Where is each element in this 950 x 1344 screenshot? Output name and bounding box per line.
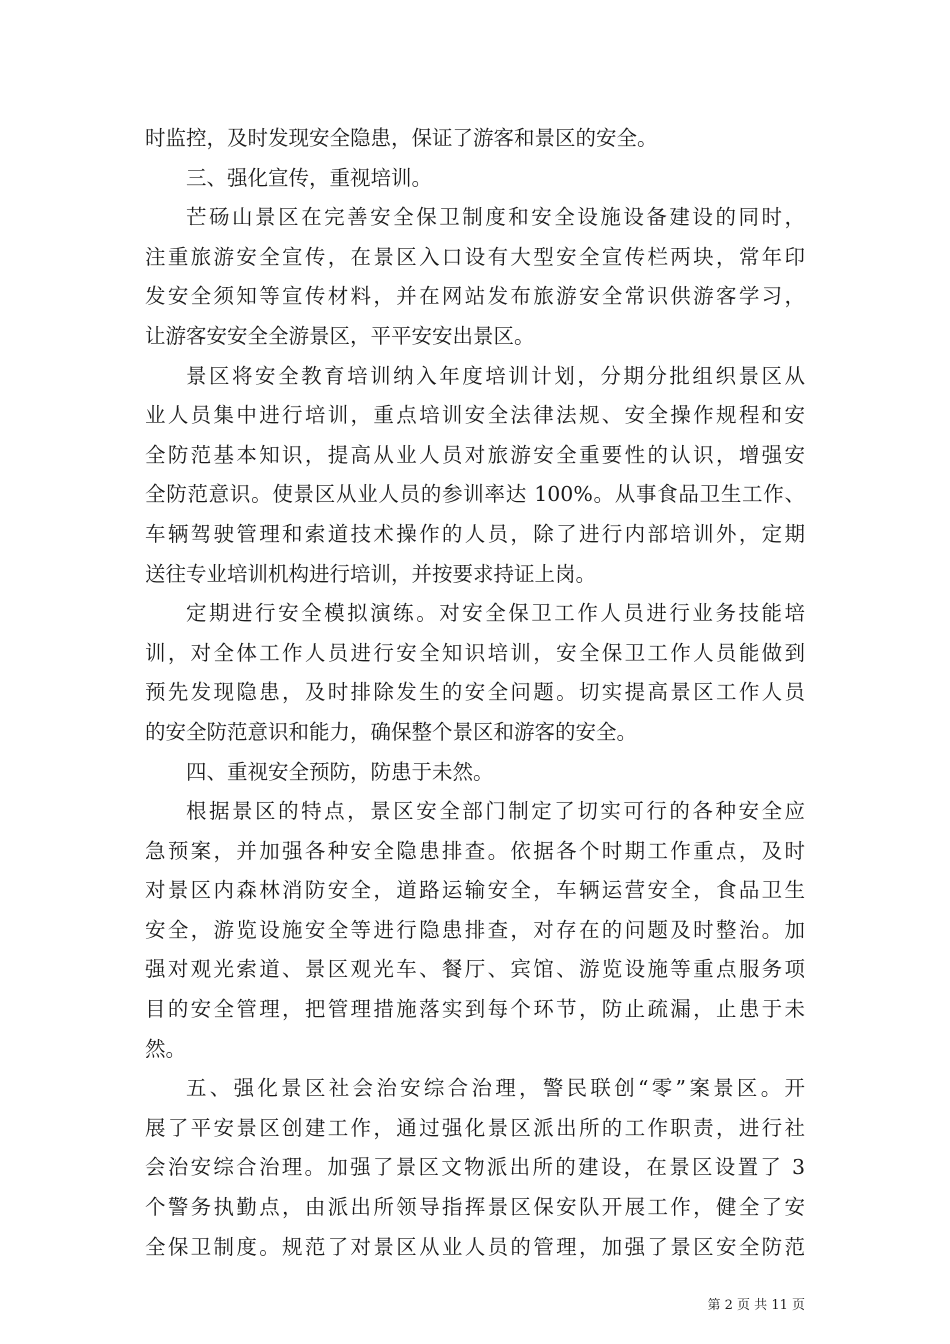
text-line: 全保卫制度。规范了对景区从业人员的管理，加强了景区安全防范 — [145, 1234, 805, 1259]
text-line: 定期进行安全模拟演练。对安全保卫工作人员进行业务技能培 — [186, 601, 805, 626]
text-line: 五、强化景区社会治安综合治理，警民联创“零”案景区。开 — [186, 1076, 805, 1101]
text-line: 业人员集中进行培训，重点培训安全法律法规、安全操作规程和安 — [145, 403, 805, 428]
text-line: 然。 — [145, 1036, 186, 1061]
text-line: 送往专业培训机构进行培训，并按要求持证上岗。 — [145, 561, 596, 586]
text-line: 对景区内森林消防安全，道路运输安全，车辆运营安全，食品卫生 — [145, 878, 805, 903]
text-line: 预先发现隐患，及时排除发生的安全问题。切实提高景区工作人员 — [145, 680, 805, 705]
text-line: 展了平安景区创建工作，通过强化景区派出所的工作职责，进行社 — [145, 1115, 805, 1140]
text-line: 景区将安全教育培训纳入年度培训计划，分期分批组织景区从 — [186, 363, 805, 388]
text-line: 时监控，及时发现安全隐患，保证了游客和景区的安全。 — [145, 126, 658, 150]
text-line: 全防范意识。使景区从业人员的参训率达 100%。从事食品卫生工作、 — [145, 482, 805, 507]
text-line: 强对观光索道、景区观光车、餐厅、宾馆、游览设施等重点服务项 — [145, 957, 805, 982]
text-line: 根据景区的特点，景区安全部门制定了切实可行的各种安全应 — [186, 799, 805, 824]
text-line: 发安全须知等宣传材料，并在网站发布旅游安全常识供游客学习， — [145, 284, 805, 309]
page-number-footer: 第 2 页 共 11 页 — [707, 1298, 805, 1313]
text-line: 会治安综合治理。加强了景区文物派出所的建设，在景区设置了 3 — [145, 1155, 805, 1180]
text-line: 训，对全体工作人员进行安全知识培训，安全保卫工作人员能做到 — [145, 640, 805, 665]
text-line: 全防范基本知识，提高从业人员对旅游安全重要性的认识，增强安 — [145, 442, 805, 467]
text-line: 让游客安安全全游景区，平平安安出景区。 — [145, 323, 535, 348]
text-line: 四、重视安全预防，防患于未然。 — [186, 759, 494, 784]
text-line: 车辆驾驶管理和索道技术操作的人员，除了进行内部培训外，定期 — [145, 521, 805, 546]
document-body — [145, 119, 805, 1267]
text-line: 个警务执勤点，由派出所领导指挥景区保安队开展工作，健全了安 — [145, 1195, 805, 1220]
text-line: 注重旅游安全宣传，在景区入口设有大型安全宣传栏两块，常年印 — [145, 244, 805, 269]
text-line: 急预案，并加强各种安全隐患排查。依据各个时期工作重点，及时 — [145, 838, 805, 863]
text-line: 的安全防范意识和能力，确保整个景区和游客的安全。 — [145, 719, 637, 744]
text-line: 芒砀山景区在完善安全保卫制度和安全设施设备建设的同时， — [186, 205, 805, 230]
text-line: 安全，游览设施安全等进行隐患排查，对存在的问题及时整治。加 — [145, 917, 805, 942]
text-line: 三、强化宣传，重视培训。 — [186, 165, 432, 190]
text-line: 目的安全管理，把管理措施落实到每个环节，防止疏漏，止患于未 — [145, 997, 805, 1022]
